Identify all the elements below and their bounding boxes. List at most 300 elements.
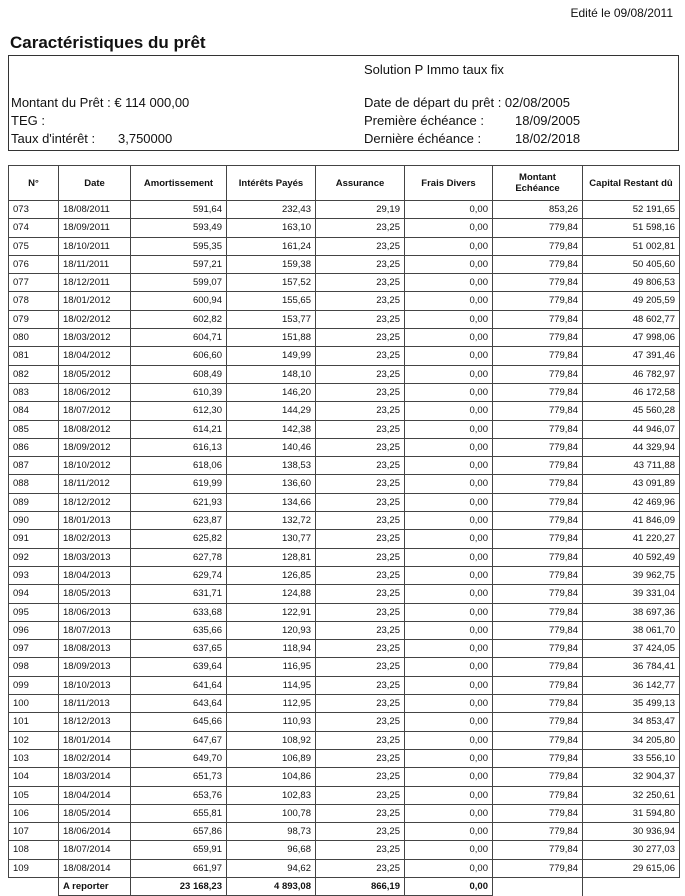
montant-cell: 779,84	[493, 658, 583, 676]
table-row	[9, 859, 680, 877]
capital-restant-cell: 34 205,80	[583, 731, 680, 749]
frais-cell: 0,00	[405, 475, 493, 493]
assurance-cell: 23,25	[316, 749, 405, 767]
assurance-cell: 23,25	[316, 402, 405, 420]
table-row	[9, 768, 680, 786]
capital-restant-cell: 43 091,89	[583, 475, 680, 493]
table-row	[9, 640, 680, 658]
interets-cell: 138,53	[227, 457, 316, 475]
frais-cell: 0,00	[405, 274, 493, 292]
montant-cell: 779,84	[493, 566, 583, 584]
due-date: 18/08/2013	[59, 640, 131, 658]
total-frais: 0,00	[405, 877, 493, 895]
assurance-cell: 23,25	[316, 493, 405, 511]
montant-cell: 779,84	[493, 219, 583, 237]
table-row	[9, 402, 680, 420]
interets-cell: 108,92	[227, 731, 316, 749]
installment-number: 090	[9, 512, 59, 530]
installment-number: 080	[9, 329, 59, 347]
interets-cell: 134,66	[227, 493, 316, 511]
frais-cell: 0,00	[405, 201, 493, 219]
table-row	[9, 731, 680, 749]
capital-restant-cell: 49 205,59	[583, 292, 680, 310]
due-date: 18/01/2014	[59, 731, 131, 749]
total-spacer-cell	[583, 877, 680, 895]
frais-cell: 0,00	[405, 548, 493, 566]
frais-cell: 0,00	[405, 713, 493, 731]
last-due-label: Dernière échéance :	[364, 131, 482, 146]
capital-restant-cell: 42 469,96	[583, 493, 680, 511]
installment-number: 100	[9, 695, 59, 713]
amortissement-cell: 593,49	[131, 219, 227, 237]
installment-number: 088	[9, 475, 59, 493]
montant-cell: 779,84	[493, 823, 583, 841]
table-row	[9, 383, 680, 401]
total-amortissement: 23 168,23	[131, 877, 227, 895]
due-date: 18/09/2012	[59, 438, 131, 456]
installment-number: 081	[9, 347, 59, 365]
due-date: 18/12/2012	[59, 493, 131, 511]
capital-restant-cell: 49 806,53	[583, 274, 680, 292]
installment-number: 095	[9, 603, 59, 621]
due-date: 18/11/2011	[59, 255, 131, 273]
interets-cell: 151,88	[227, 329, 316, 347]
installment-number: 102	[9, 731, 59, 749]
table-row	[9, 347, 680, 365]
montant-cell: 779,84	[493, 585, 583, 603]
assurance-cell: 23,25	[316, 841, 405, 859]
montant-cell: 779,84	[493, 475, 583, 493]
amortissement-cell: 649,70	[131, 749, 227, 767]
table-row	[9, 823, 680, 841]
installment-number: 099	[9, 676, 59, 694]
capital-restant-cell: 52 191,65	[583, 201, 680, 219]
montant-cell: 779,84	[493, 859, 583, 877]
installment-number: 098	[9, 658, 59, 676]
table-row	[9, 420, 680, 438]
assurance-cell: 23,25	[316, 713, 405, 731]
table-row	[9, 713, 680, 731]
assurance-cell: 23,25	[316, 420, 405, 438]
frais-cell: 0,00	[405, 749, 493, 767]
due-date: 18/05/2014	[59, 804, 131, 822]
table-row	[9, 255, 680, 273]
amortissement-cell: 651,73	[131, 768, 227, 786]
due-date: 18/05/2013	[59, 585, 131, 603]
frais-cell: 0,00	[405, 841, 493, 859]
table-row	[9, 530, 680, 548]
total-assurance: 866,19	[316, 877, 405, 895]
capital-restant-cell: 48 602,77	[583, 310, 680, 328]
amortissement-cell: 653,76	[131, 786, 227, 804]
amortissement-cell: 604,71	[131, 329, 227, 347]
amortissement-cell: 602,82	[131, 310, 227, 328]
interets-cell: 159,38	[227, 255, 316, 273]
interets-cell: 124,88	[227, 585, 316, 603]
installment-number: 079	[9, 310, 59, 328]
frais-cell: 0,00	[405, 603, 493, 621]
frais-cell: 0,00	[405, 383, 493, 401]
table-row	[9, 201, 680, 219]
due-date: 18/06/2013	[59, 603, 131, 621]
capital-restant-cell: 47 998,06	[583, 329, 680, 347]
col-header-montant: Montant Echéance	[493, 166, 583, 201]
interets-cell: 126,85	[227, 566, 316, 584]
capital-restant-cell: 45 560,28	[583, 402, 680, 420]
capital-restant-cell: 40 592,49	[583, 548, 680, 566]
amortissement-cell: 645,66	[131, 713, 227, 731]
rate-value: 3,750000	[118, 131, 173, 146]
interets-cell: 114,95	[227, 676, 316, 694]
interets-cell: 148,10	[227, 365, 316, 383]
installment-number: 104	[9, 768, 59, 786]
frais-cell: 0,00	[405, 731, 493, 749]
frais-cell: 0,00	[405, 219, 493, 237]
frais-cell: 0,00	[405, 402, 493, 420]
col-header-date: Date	[59, 166, 131, 201]
amortissement-cell: 657,86	[131, 823, 227, 841]
amortissement-cell: 627,78	[131, 548, 227, 566]
assurance-cell: 23,25	[316, 512, 405, 530]
montant-cell: 779,84	[493, 731, 583, 749]
table-row	[9, 841, 680, 859]
frais-cell: 0,00	[405, 237, 493, 255]
table-row	[9, 438, 680, 456]
assurance-cell: 23,25	[316, 255, 405, 273]
montant-cell: 779,84	[493, 786, 583, 804]
capital-restant-cell: 51 598,16	[583, 219, 680, 237]
due-date: 18/06/2014	[59, 823, 131, 841]
frais-cell: 0,00	[405, 804, 493, 822]
amortissement-cell: 639,64	[131, 658, 227, 676]
assurance-cell: 23,25	[316, 219, 405, 237]
montant-cell: 779,84	[493, 457, 583, 475]
assurance-cell: 23,25	[316, 365, 405, 383]
montant-cell: 779,84	[493, 255, 583, 273]
due-date: 18/02/2012	[59, 310, 131, 328]
capital-restant-cell: 39 962,75	[583, 566, 680, 584]
amortissement-cell: 655,81	[131, 804, 227, 822]
due-date: 18/11/2012	[59, 475, 131, 493]
frais-cell: 0,00	[405, 292, 493, 310]
due-date: 18/09/2011	[59, 219, 131, 237]
assurance-cell: 23,25	[316, 640, 405, 658]
table-row	[9, 603, 680, 621]
capital-restant-cell: 39 331,04	[583, 585, 680, 603]
installment-number: 083	[9, 383, 59, 401]
assurance-cell: 23,25	[316, 621, 405, 639]
montant-cell: 779,84	[493, 365, 583, 383]
table-row	[9, 585, 680, 603]
installment-number: 105	[9, 786, 59, 804]
amortissement-cell: 659,91	[131, 841, 227, 859]
amortissement-cell: 621,93	[131, 493, 227, 511]
table-row	[9, 658, 680, 676]
installment-number: 082	[9, 365, 59, 383]
table-row	[9, 749, 680, 767]
installment-number: 085	[9, 420, 59, 438]
amortissement-cell: 599,07	[131, 274, 227, 292]
interets-cell: 232,43	[227, 201, 316, 219]
montant-cell: 779,84	[493, 438, 583, 456]
frais-cell: 0,00	[405, 585, 493, 603]
assurance-cell: 23,25	[316, 237, 405, 255]
interets-cell: 157,52	[227, 274, 316, 292]
montant-cell: 779,84	[493, 383, 583, 401]
capital-restant-cell: 46 172,58	[583, 383, 680, 401]
montant-cell: 779,84	[493, 841, 583, 859]
installment-number: 096	[9, 621, 59, 639]
assurance-cell: 23,25	[316, 658, 405, 676]
installment-number: 101	[9, 713, 59, 731]
montant-cell: 779,84	[493, 292, 583, 310]
table-row	[9, 365, 680, 383]
montant-cell: 779,84	[493, 347, 583, 365]
interets-cell: 120,93	[227, 621, 316, 639]
product-name: Solution P Immo taux fix	[364, 62, 504, 77]
assurance-cell: 23,25	[316, 676, 405, 694]
interets-cell: 136,60	[227, 475, 316, 493]
due-date: 18/03/2014	[59, 768, 131, 786]
interets-cell: 163,10	[227, 219, 316, 237]
amortissement-cell: 647,67	[131, 731, 227, 749]
last-due-value: 18/02/2018	[515, 131, 581, 146]
col-header-number: N°	[9, 166, 59, 201]
frais-cell: 0,00	[405, 859, 493, 877]
teg-label: TEG :	[11, 113, 45, 128]
interets-cell: 130,77	[227, 530, 316, 548]
frais-cell: 0,00	[405, 420, 493, 438]
capital-restant-cell: 30 936,94	[583, 823, 680, 841]
amortissement-cell: 612,30	[131, 402, 227, 420]
table-row	[9, 621, 680, 639]
frais-cell: 0,00	[405, 365, 493, 383]
installment-number: 087	[9, 457, 59, 475]
frais-cell: 0,00	[405, 823, 493, 841]
capital-restant-cell: 31 594,80	[583, 804, 680, 822]
montant-cell: 779,84	[493, 310, 583, 328]
assurance-cell: 23,25	[316, 768, 405, 786]
assurance-cell: 23,25	[316, 859, 405, 877]
montant-cell: 779,84	[493, 493, 583, 511]
amortissement-cell: 633,68	[131, 603, 227, 621]
amortissement-cell: 635,66	[131, 621, 227, 639]
capital-restant-cell: 44 329,94	[583, 438, 680, 456]
installment-number: 075	[9, 237, 59, 255]
assurance-cell: 23,25	[316, 383, 405, 401]
col-header-amortissement: Amortissement	[131, 166, 227, 201]
interets-cell: 96,68	[227, 841, 316, 859]
loan-amount: Montant du Prêt : € 114 000,00	[11, 95, 190, 110]
frais-cell: 0,00	[405, 640, 493, 658]
assurance-cell: 23,25	[316, 438, 405, 456]
montant-cell: 779,84	[493, 695, 583, 713]
assurance-cell: 29,19	[316, 201, 405, 219]
total-interets: 4 893,08	[227, 877, 316, 895]
interets-cell: 116,95	[227, 658, 316, 676]
due-date: 18/04/2012	[59, 347, 131, 365]
due-date: 18/07/2014	[59, 841, 131, 859]
interets-cell: 110,93	[227, 713, 316, 731]
capital-restant-cell: 36 142,77	[583, 676, 680, 694]
frais-cell: 0,00	[405, 329, 493, 347]
installment-number: 107	[9, 823, 59, 841]
due-date: 18/10/2013	[59, 676, 131, 694]
montant-cell: 779,84	[493, 749, 583, 767]
table-row	[9, 475, 680, 493]
amortissement-cell: 661,97	[131, 859, 227, 877]
installment-number: 077	[9, 274, 59, 292]
assurance-cell: 23,25	[316, 530, 405, 548]
amortissement-cell: 643,64	[131, 695, 227, 713]
amortissement-cell: 641,64	[131, 676, 227, 694]
montant-cell: 779,84	[493, 713, 583, 731]
amortissement-cell: 597,21	[131, 255, 227, 273]
montant-cell: 779,84	[493, 548, 583, 566]
capital-restant-cell: 36 784,41	[583, 658, 680, 676]
frais-cell: 0,00	[405, 347, 493, 365]
edit-date: Edité le 09/08/2011	[570, 6, 673, 20]
installment-number: 078	[9, 292, 59, 310]
frais-cell: 0,00	[405, 438, 493, 456]
assurance-cell: 23,25	[316, 731, 405, 749]
capital-restant-cell: 30 277,03	[583, 841, 680, 859]
installment-number: 094	[9, 585, 59, 603]
assurance-cell: 23,25	[316, 347, 405, 365]
frais-cell: 0,00	[405, 695, 493, 713]
due-date: 18/03/2012	[59, 329, 131, 347]
installment-number: 076	[9, 255, 59, 273]
first-due-value: 18/09/2005	[515, 113, 581, 128]
frais-cell: 0,00	[405, 530, 493, 548]
loan-info-box	[8, 55, 679, 151]
frais-cell: 0,00	[405, 768, 493, 786]
interets-cell: 112,95	[227, 695, 316, 713]
due-date: 18/01/2013	[59, 512, 131, 530]
interets-cell: 104,86	[227, 768, 316, 786]
carry-forward-label: A reporter	[59, 877, 131, 895]
interets-cell: 118,94	[227, 640, 316, 658]
interets-cell: 98,73	[227, 823, 316, 841]
due-date: 18/01/2012	[59, 292, 131, 310]
montant-cell: 779,84	[493, 621, 583, 639]
amortissement-cell: 610,39	[131, 383, 227, 401]
montant-cell: 779,84	[493, 676, 583, 694]
installment-number: 091	[9, 530, 59, 548]
capital-restant-cell: 37 424,05	[583, 640, 680, 658]
montant-cell: 779,84	[493, 512, 583, 530]
interets-cell: 102,83	[227, 786, 316, 804]
capital-restant-cell: 46 782,97	[583, 365, 680, 383]
table-header-row	[9, 166, 680, 201]
capital-restant-cell: 35 499,13	[583, 695, 680, 713]
frais-cell: 0,00	[405, 493, 493, 511]
amortissement-cell: 616,13	[131, 438, 227, 456]
frais-cell: 0,00	[405, 457, 493, 475]
frais-cell: 0,00	[405, 658, 493, 676]
installment-number: 073	[9, 201, 59, 219]
capital-restant-cell: 44 946,07	[583, 420, 680, 438]
due-date: 18/04/2014	[59, 786, 131, 804]
table-row	[9, 548, 680, 566]
assurance-cell: 23,25	[316, 310, 405, 328]
assurance-cell: 23,25	[316, 786, 405, 804]
table-body	[9, 201, 680, 878]
table-row	[9, 676, 680, 694]
interets-cell: 142,38	[227, 420, 316, 438]
assurance-cell: 23,25	[316, 292, 405, 310]
due-date: 18/12/2011	[59, 274, 131, 292]
frais-cell: 0,00	[405, 786, 493, 804]
table-row	[9, 566, 680, 584]
due-date: 18/12/2013	[59, 713, 131, 731]
due-date: 18/02/2013	[59, 530, 131, 548]
capital-restant-cell: 32 250,61	[583, 786, 680, 804]
due-date: 18/06/2012	[59, 383, 131, 401]
table-row	[9, 292, 680, 310]
table-row	[9, 512, 680, 530]
assurance-cell: 23,25	[316, 475, 405, 493]
installment-number: 086	[9, 438, 59, 456]
capital-restant-cell: 29 615,06	[583, 859, 680, 877]
installment-number: 089	[9, 493, 59, 511]
montant-cell: 779,84	[493, 420, 583, 438]
table-row	[9, 310, 680, 328]
montant-cell: 779,84	[493, 603, 583, 621]
montant-cell: 779,84	[493, 237, 583, 255]
capital-restant-cell: 33 556,10	[583, 749, 680, 767]
first-due-label: Première échéance :	[364, 113, 484, 128]
assurance-cell: 23,25	[316, 695, 405, 713]
montant-cell: 779,84	[493, 329, 583, 347]
frais-cell: 0,00	[405, 621, 493, 639]
interets-cell: 128,81	[227, 548, 316, 566]
page-title: Caractéristiques du prêt	[10, 33, 206, 52]
amortissement-cell: 591,64	[131, 201, 227, 219]
assurance-cell: 23,25	[316, 274, 405, 292]
installment-number: 109	[9, 859, 59, 877]
amortissement-cell: 631,71	[131, 585, 227, 603]
assurance-cell: 23,25	[316, 804, 405, 822]
due-date: 18/03/2013	[59, 548, 131, 566]
frais-cell: 0,00	[405, 512, 493, 530]
assurance-cell: 23,25	[316, 566, 405, 584]
montant-cell: 779,84	[493, 530, 583, 548]
montant-cell: 853,26	[493, 201, 583, 219]
col-header-frais: Frais Divers	[405, 166, 493, 201]
installment-number: 103	[9, 749, 59, 767]
assurance-cell: 23,25	[316, 329, 405, 347]
assurance-cell: 23,25	[316, 823, 405, 841]
capital-restant-cell: 50 405,60	[583, 255, 680, 273]
amortissement-cell: 595,35	[131, 237, 227, 255]
montant-cell: 779,84	[493, 402, 583, 420]
amortissement-cell: 600,94	[131, 292, 227, 310]
capital-restant-cell: 43 711,88	[583, 457, 680, 475]
amortissement-cell: 606,60	[131, 347, 227, 365]
total-spacer-cell	[493, 877, 583, 895]
amortissement-cell: 614,21	[131, 420, 227, 438]
amortization-table	[8, 165, 680, 896]
interets-cell: 106,89	[227, 749, 316, 767]
due-date: 18/08/2012	[59, 420, 131, 438]
interets-cell: 153,77	[227, 310, 316, 328]
table-row	[9, 804, 680, 822]
amortissement-cell: 629,74	[131, 566, 227, 584]
capital-restant-cell: 32 904,37	[583, 768, 680, 786]
installment-number: 093	[9, 566, 59, 584]
col-header-interets: Intérêts Payés	[227, 166, 316, 201]
